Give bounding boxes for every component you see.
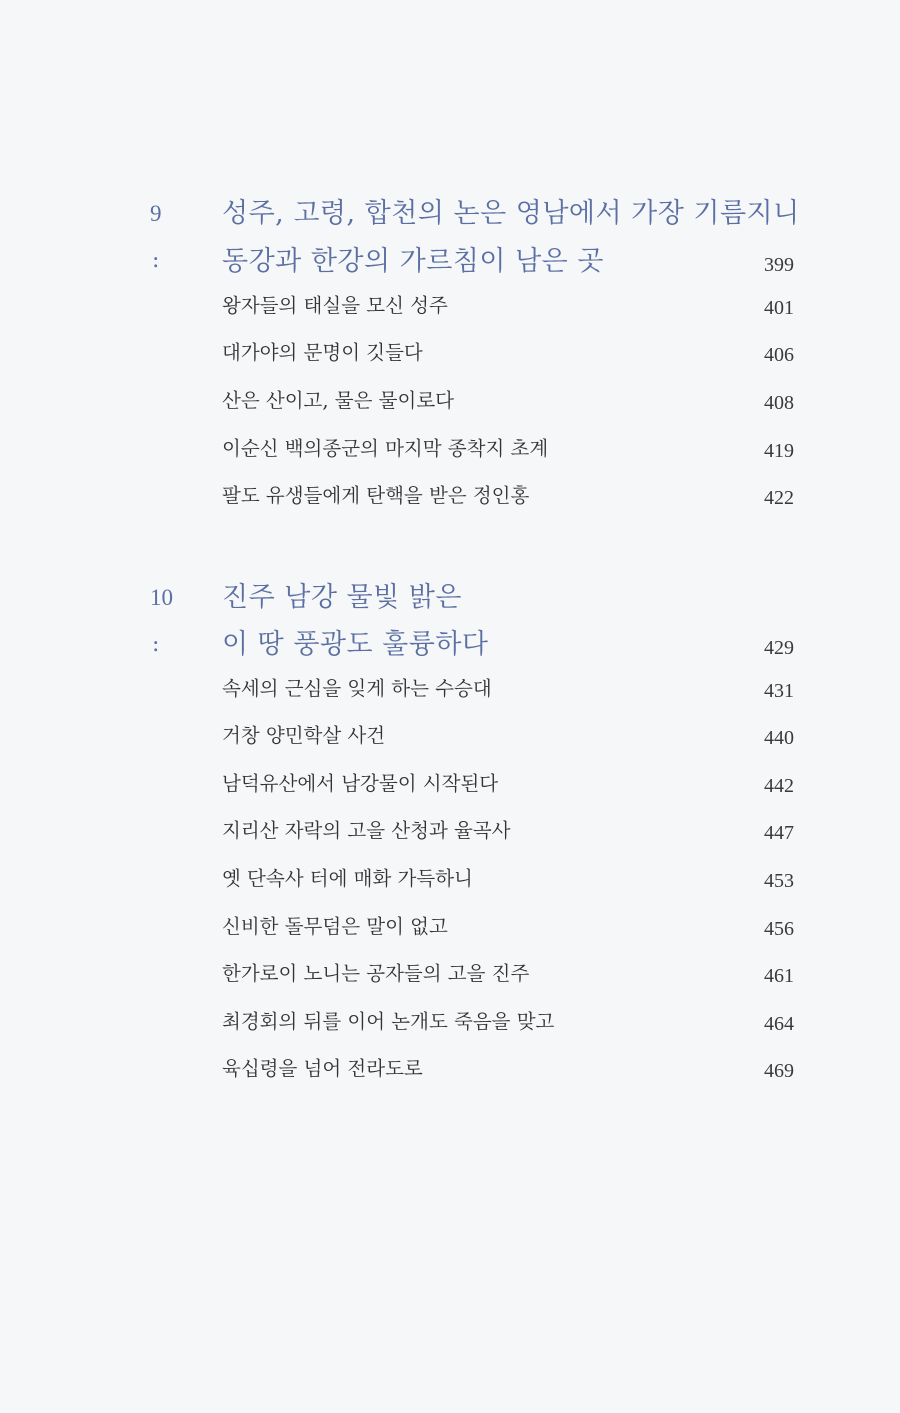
- toc-entry-title[interactable]: 최경회의 뒤를 이어 논개도 죽음을 맞고: [222, 1010, 555, 1033]
- toc-entry-page: 440: [764, 727, 794, 749]
- chapter-colon: :: [152, 248, 160, 273]
- toc-entry-page: 447: [764, 822, 794, 844]
- chapter-title-line1[interactable]: 성주, 고령, 합천의 논은 영남에서 가장 기름지니: [222, 198, 800, 229]
- toc-entry-page: 453: [764, 870, 794, 892]
- toc-entry-title[interactable]: 대가야의 문명이 깃들다: [222, 341, 423, 364]
- toc-entry-title[interactable]: 속세의 근심을 잊게 하는 수승대: [222, 677, 492, 700]
- toc-entry-title[interactable]: 산은 산이고, 물은 물이로다: [222, 389, 455, 412]
- toc-entry-title[interactable]: 옛 단속사 터에 매화 가득하니: [222, 867, 473, 890]
- toc-entry-page: 406: [764, 344, 794, 366]
- toc-entry-page: 456: [764, 918, 794, 940]
- toc-entry-title[interactable]: 거창 양민학살 사건: [222, 724, 386, 747]
- toc-entry-title[interactable]: 남덕유산에서 남강물이 시작된다: [222, 772, 499, 795]
- chapter-title-line2[interactable]: 동강과 한강의 가르침이 남은 곳: [222, 246, 604, 277]
- toc-entry-page: 469: [764, 1060, 794, 1082]
- toc-entry-page: 408: [764, 392, 794, 414]
- chapter-title-line1[interactable]: 진주 남강 물빛 밝은: [222, 582, 462, 613]
- toc-entry-title[interactable]: 신비한 돌무덤은 말이 없고: [222, 915, 448, 938]
- toc-entry-title[interactable]: 지리산 자락의 고을 산청과 율곡사: [222, 819, 511, 842]
- toc-entry-title[interactable]: 팔도 유생들에게 탄핵을 받은 정인홍: [222, 484, 530, 507]
- toc-entry-page: 464: [764, 1013, 794, 1035]
- toc-entry-page: 419: [764, 440, 794, 462]
- toc-entry-page: 422: [764, 487, 794, 509]
- toc-entry-page: 401: [764, 297, 794, 319]
- chapter-page-number: 429: [764, 637, 794, 659]
- chapter-number: 10: [150, 585, 173, 610]
- toc-entry-title[interactable]: 한가로이 노니는 공자들의 고을 진주: [222, 962, 530, 985]
- chapter-colon: :: [152, 632, 160, 657]
- chapter-title-line2[interactable]: 이 땅 풍광도 훌륭하다: [222, 629, 489, 660]
- chapter-number: 9: [150, 201, 162, 226]
- chapter-page-number: 399: [764, 254, 794, 276]
- toc-entry-page: 461: [764, 965, 794, 987]
- toc-entry-page: 431: [764, 680, 794, 702]
- toc-entry-title[interactable]: 육십령을 넘어 전라도로: [222, 1057, 423, 1080]
- toc-entry-title[interactable]: 이순신 백의종군의 마지막 종착지 초계: [222, 437, 549, 460]
- toc-entry-title[interactable]: 왕자들의 태실을 모신 성주: [222, 294, 448, 317]
- toc-entry-page: 442: [764, 775, 794, 797]
